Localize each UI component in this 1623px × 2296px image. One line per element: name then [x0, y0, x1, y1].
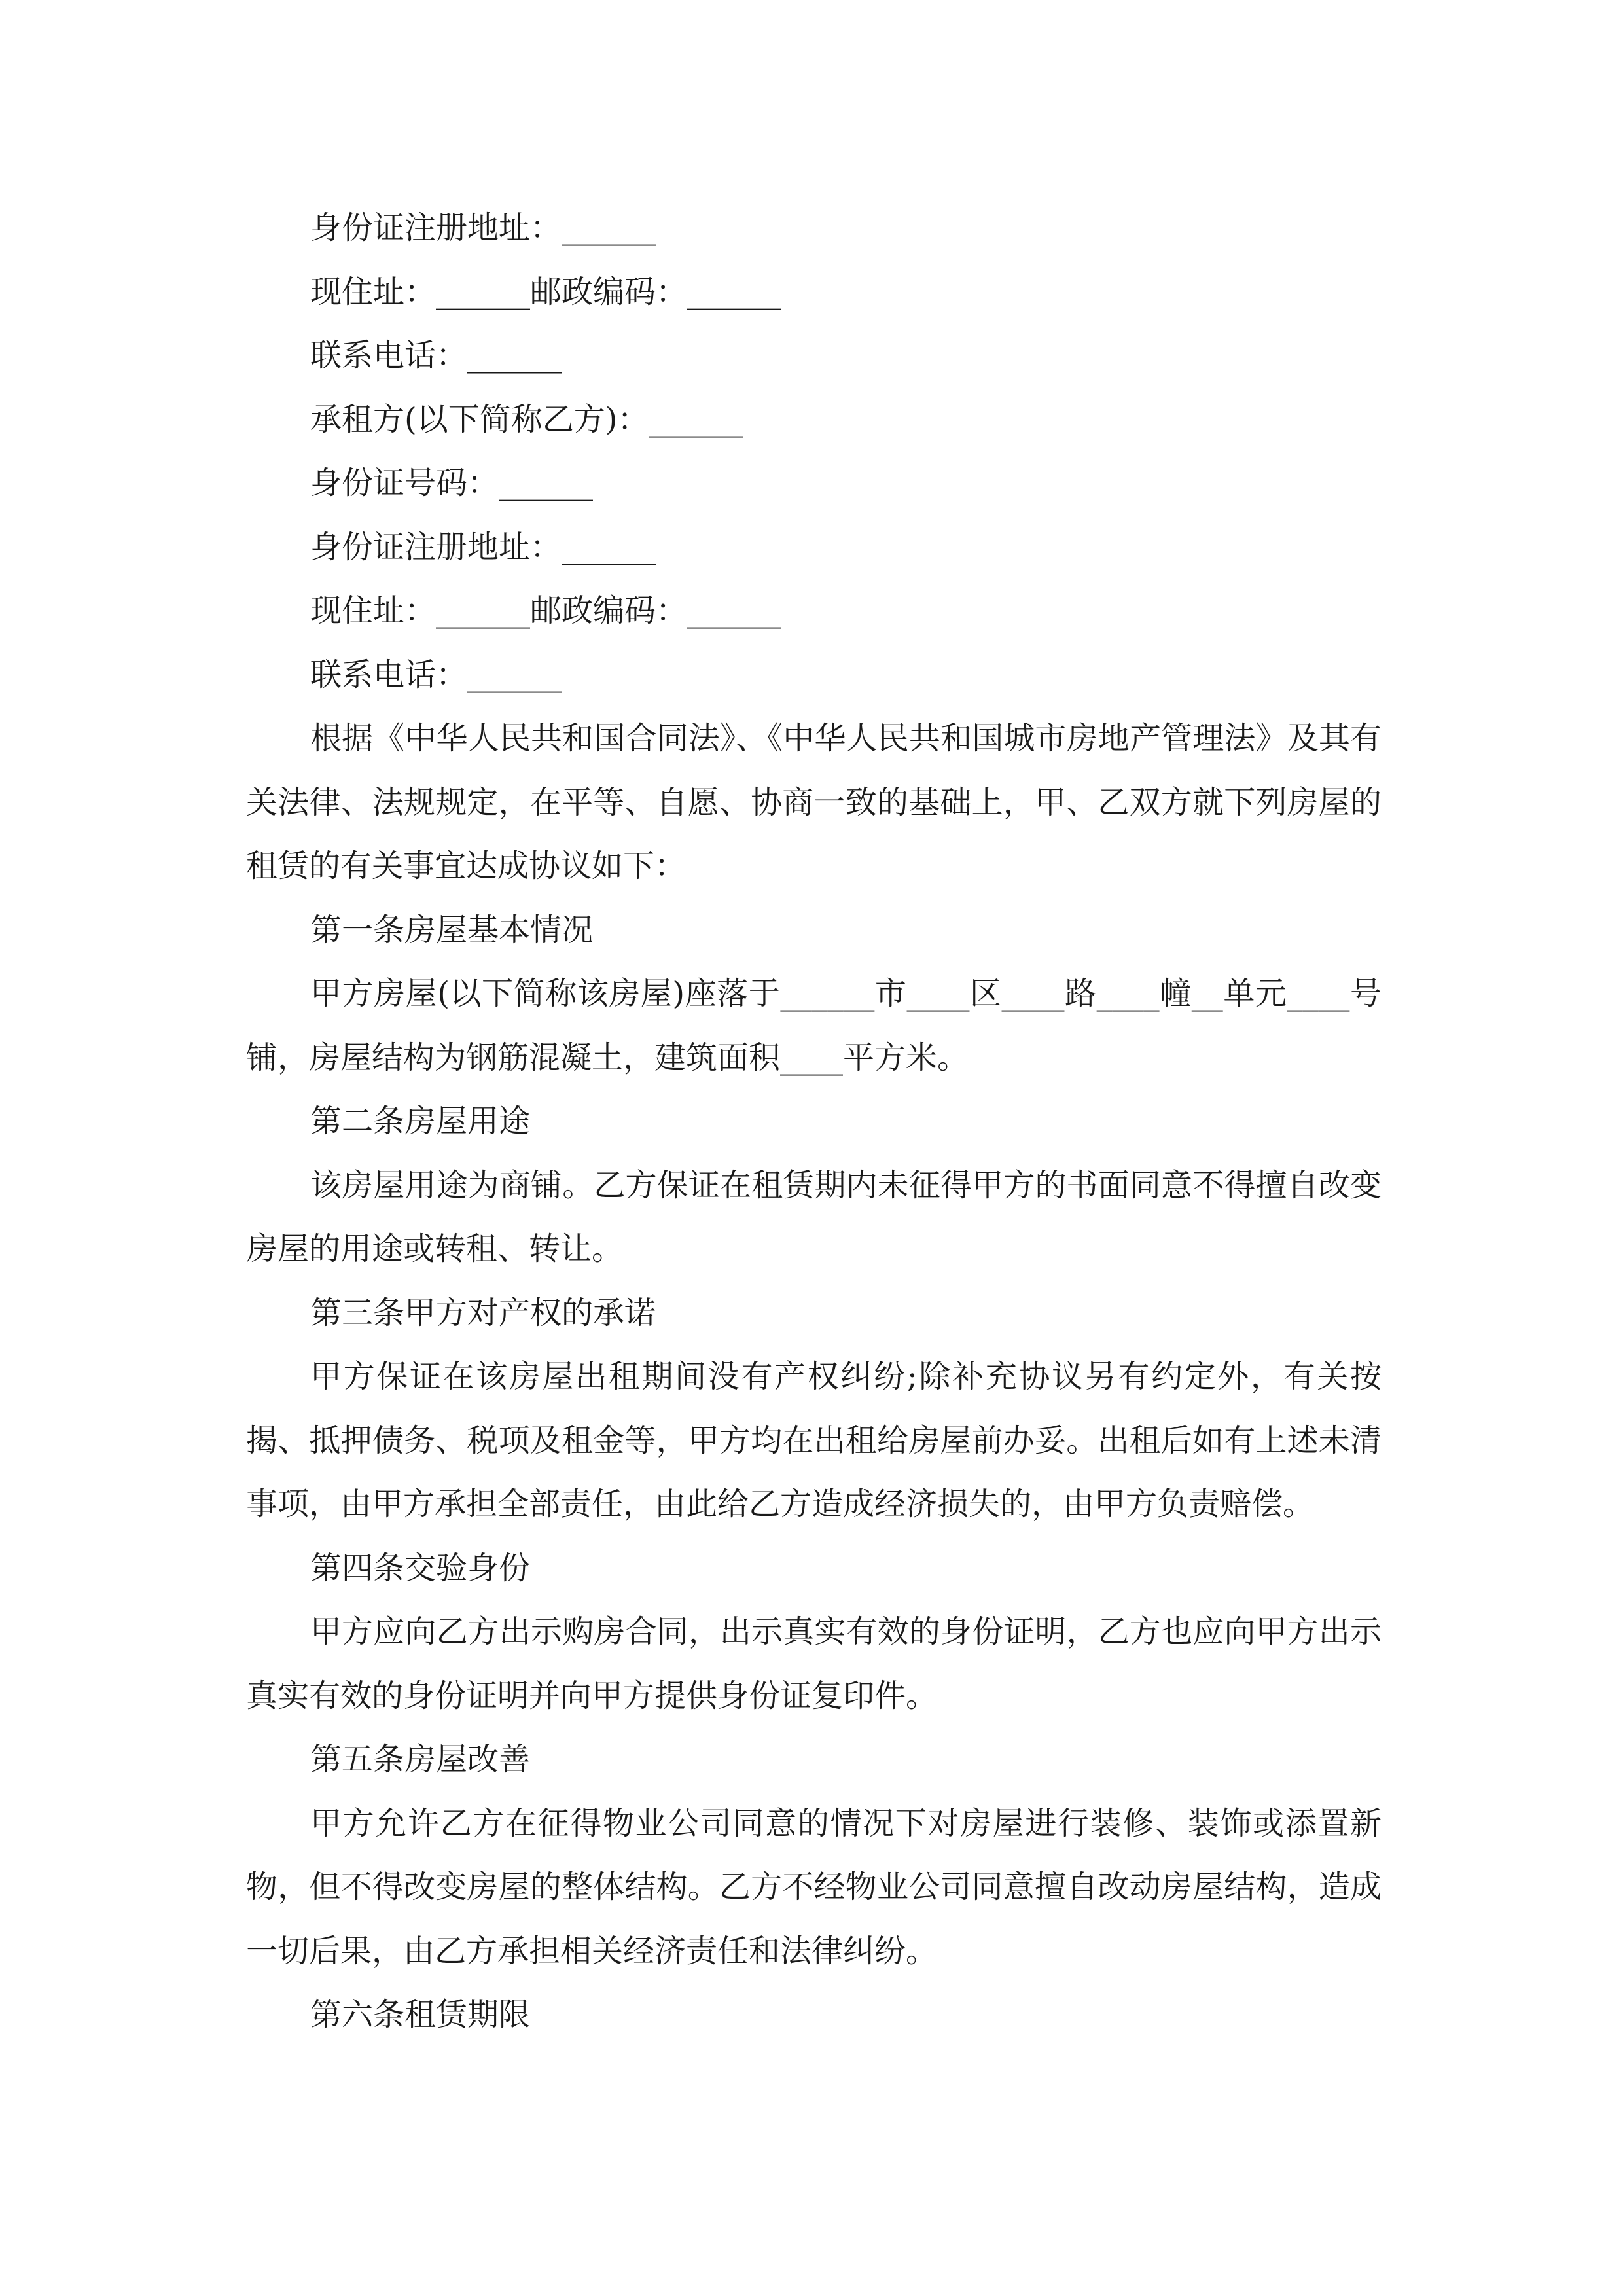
article-2-title: 第二条房屋用途: [310, 1103, 531, 1139]
party-b-id-address: 身份证注册地址：______: [310, 528, 656, 565]
party-b-phone: 联系电话：______: [310, 656, 562, 693]
party-b-current-address: 现住址：______邮政编码：______: [310, 592, 782, 629]
article-4-body: 甲方应向乙方出示购房合同，出示真实有效的身份证明，乙方也应向甲方出示真实有效的身份证明并向甲方提供身份证复印件。: [246, 1613, 1382, 1714]
article-5-title: 第五条房屋改善: [310, 1741, 531, 1778]
party-b-id-number: 身份证号码：______: [310, 465, 594, 501]
article-3-body: 甲方保证在该房屋出租期间没有产权纠纷;除补充协议另有约定外，有关按揭、抵押债务、税项及租金等，甲方均在出租给房屋前办妥。出租后如有上述未清事项，由甲方承担全部责任，由此给乙方造成经济损失的，由甲方负责赔偿。: [246, 1358, 1382, 1522]
party-a-current-address: 现住址：______邮政编码：______: [310, 273, 782, 310]
article-3-title: 第三条甲方对产权的承诺: [310, 1294, 656, 1331]
article-6-title: 第六条租赁期限: [310, 1996, 531, 2033]
party-a-id-address: 身份证注册地址：______: [310, 209, 656, 246]
article-2-body: 该房屋用途为商铺。乙方保证在租赁期内未征得甲方的书面同意不得擅自改变房屋的用途或转租、转让。: [246, 1166, 1382, 1267]
party-b-lessee: 承租方(以下简称乙方)：______: [310, 401, 743, 438]
article-1-title: 第一条房屋基本情况: [310, 911, 594, 948]
article-4-title: 第四条交验身份: [310, 1549, 531, 1587]
party-a-phone: 联系电话：______: [310, 337, 562, 374]
article-5-body: 甲方允许乙方在征得物业公司同意的情况下对房屋进行装修、装饰或添置新物，但不得改变房屋的整体结构。乙方不经物业公司同意擅自改动房屋结构，造成一切后果，由乙方承担相关经济责任和法律纠纷。: [246, 1804, 1382, 1969]
article-1-body: 甲方房屋(以下简称该房屋)座落于______市____区____路____幢__单元____号铺，房屋结构为钢筋混凝土，建筑面积____平方米。: [246, 975, 1382, 1076]
preamble-paragraph: 根据《中华人民共和国合同法》、《中华人民共和国城市房地产管理法》及其有关法律、法规规定，在平等、自愿、协商一致的基础上，甲、乙双方就下列房屋的租赁的有关事宜达成协议如下：: [246, 720, 1382, 884]
contract-body: [246, 196, 1382, 2047]
